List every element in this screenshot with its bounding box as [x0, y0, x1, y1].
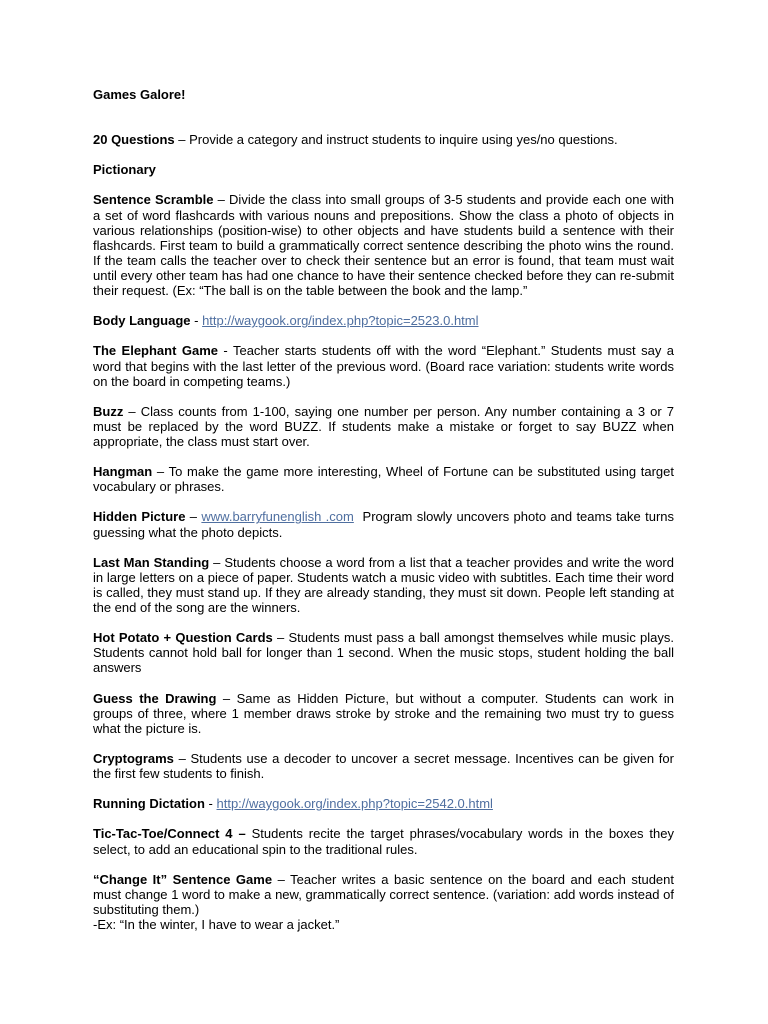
entry-pictionary	[93, 162, 674, 177]
entry-elephant-game	[93, 343, 674, 388]
separator: –	[174, 132, 190, 148]
hidden-picture-link[interactable]: www.barryfunenglish .com	[201, 509, 354, 525]
entry-hot-potato	[93, 630, 674, 675]
running-dictation-link[interactable]: http://waygook.org/index.php?topic=2542.0.html	[216, 796, 493, 812]
game-name: Last Man Standing	[93, 554, 210, 570]
separator: -	[204, 796, 217, 812]
example-line: -Ex: “In the winter, I have to wear a jacket.”	[93, 916, 340, 932]
separator: –	[272, 630, 289, 646]
game-description: Same as Hidden Picture, but without a computer. Students can work in groups of three, where 1 member draws stroke by stroke and the remaining two must try to guess what the picture is.	[93, 690, 675, 736]
entry-last-man-standing	[93, 555, 674, 615]
game-name: “Change It” Sentence Game	[93, 871, 273, 887]
game-description: Divide the class into small groups of 3-5 students and provide each one with a set of word flashcards with various nouns and prepositions. Show the class a photo of objects in various relationships (position-wise) to other objects and have students build a sentence with their flashcards. First team to build a grammatically correct sentence describing the photo wins the round. If the team calls the teacher over to check their sentence but an error is found, that team must wait until every other team has had one chance to have their sentence checked before they can re-submit their request. (Ex: “The ball is on the table between the book and the lamp.”	[93, 192, 674, 299]
separator: –	[173, 750, 191, 766]
separator: –	[216, 690, 237, 706]
entry-cryptograms	[93, 751, 674, 781]
game-description: Students choose a word from a list that a teacher provides and write the word in large letters on a piece of paper. Students watch a music video with subtitles. Each time their word is called, they must stand up. If they are already standing, they must sit down. People left standing at the end of the song are the winners.	[93, 554, 674, 615]
game-description: To make the game more interesting, Wheel of Fortune can be substituted using target vocabulary or phrases.	[93, 464, 674, 495]
game-name: Hidden Picture	[93, 509, 186, 525]
separator: –	[123, 403, 141, 419]
game-description: Class counts from 1-100, saying one number per person. Any number containing a 3 or 7 must be replaced by the word BUZZ. If students make a mistake or forget to say BUZZ when appropriate, the class must start over.	[93, 403, 674, 449]
document-title: Games Galore!	[93, 87, 186, 102]
game-name: Hot Potato + Question Cards	[93, 630, 273, 646]
separator: –	[272, 871, 291, 887]
separator: -	[218, 343, 233, 359]
game-name: Running Dictation	[93, 796, 205, 812]
separator: –	[232, 826, 252, 842]
game-name: The Elephant Game	[93, 343, 218, 359]
separator: -	[190, 313, 203, 329]
entry-20-questions	[93, 132, 674, 147]
game-name: Buzz	[93, 403, 124, 419]
entry-running-dictation	[93, 796, 674, 811]
game-name: Guess the Drawing	[93, 690, 217, 706]
entry-guess-the-drawing	[93, 691, 674, 736]
body-language-link[interactable]: http://waygook.org/index.php?topic=2523.0.html	[202, 313, 479, 329]
game-name: Body Language	[93, 313, 191, 329]
entry-sentence-scramble	[93, 192, 674, 298]
game-name: Sentence Scramble	[93, 192, 214, 208]
separator: –	[209, 554, 225, 570]
entry-hangman	[93, 464, 674, 494]
game-description: Students must pass a ball amongst themselves while music plays. Students cannot hold ball for longer than 1 second. When the music stops, student holding the ball answers	[93, 630, 674, 676]
game-description: Students use a decoder to uncover a secret message. Incentives can be given for the first few students to finish.	[93, 750, 674, 782]
document-page	[93, 87, 678, 947]
game-name: Hangman	[93, 464, 153, 480]
entry-change-it	[93, 872, 674, 932]
entry-buzz	[93, 404, 674, 449]
entry-tic-tac-toe	[93, 826, 674, 856]
game-name: Tic-Tac-Toe/Connect 4	[93, 826, 233, 842]
game-description: Provide a category and instruct students to inquire using yes/no questions.	[189, 132, 618, 148]
game-description: Teacher starts students off with the word “Elephant.” Students must say a word that begins with the last letter of the previous word. (Board race variation: students write words on the board in competing teams.)	[93, 343, 674, 389]
game-description: Teacher writes a basic sentence on the board and each student must change 1 word to make a new, grammatically correct sentence. (variation: add words instead of substituting them.)	[93, 871, 675, 917]
game-name: Cryptograms	[93, 750, 174, 766]
separator: –	[185, 509, 202, 525]
entry-body-language	[93, 313, 674, 328]
game-name: 20 Questions	[93, 132, 175, 148]
separator: –	[152, 464, 169, 480]
game-description: Program slowly uncovers photo and teams take turns guessing what the photo depicts.	[93, 509, 678, 540]
game-name: Pictionary	[93, 162, 156, 178]
entry-hidden-picture	[93, 509, 678, 540]
separator: –	[213, 192, 230, 208]
game-description: Students recite the target phrases/vocabulary words in the boxes they select, to add an educational spin to the traditional rules.	[93, 826, 675, 857]
